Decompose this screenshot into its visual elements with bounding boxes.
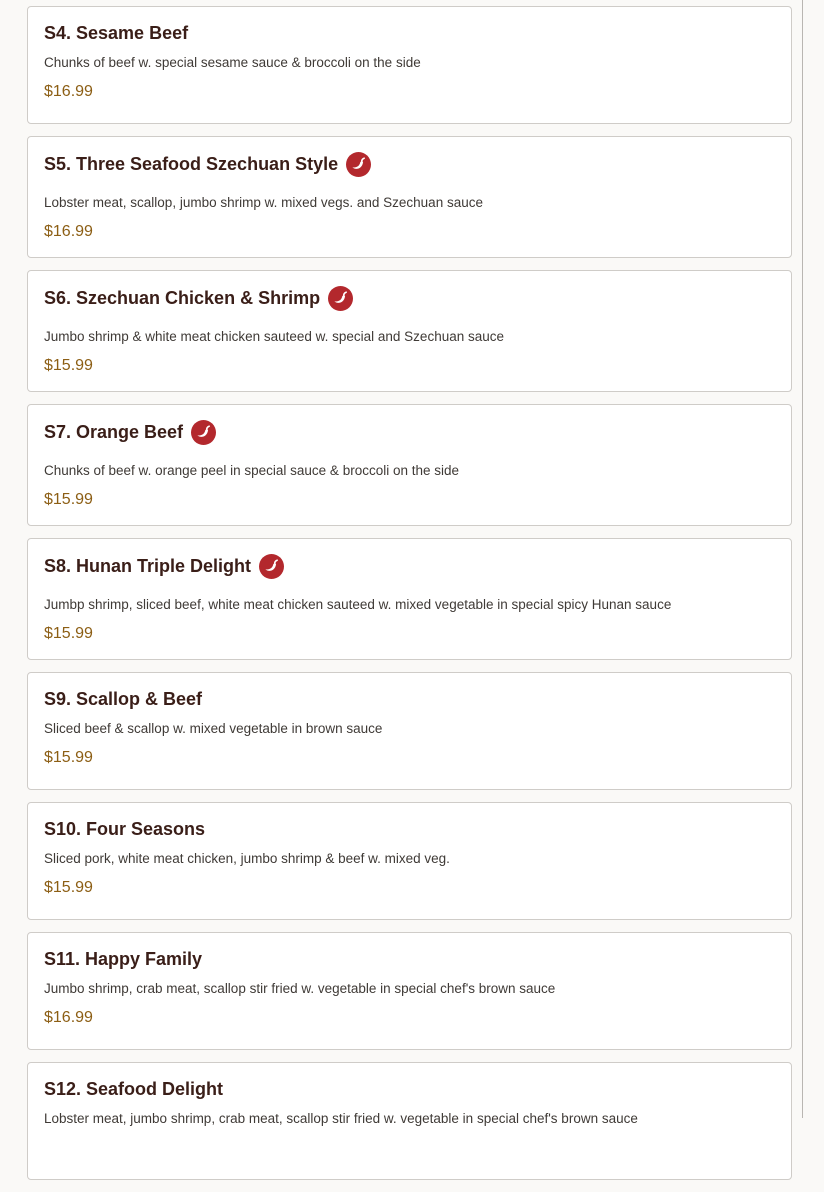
item-title-row (44, 7, 775, 44)
chili-pepper-icon (259, 554, 284, 579)
menu-item-card[interactable] (27, 6, 792, 124)
item-name: S4. Sesame Beef (44, 23, 189, 43)
menu-item-card[interactable] (27, 136, 792, 258)
item-price: $15.99 (44, 357, 93, 374)
chili-pepper-icon (328, 286, 353, 311)
item-description: Sliced pork, white meat chicken, jumbo shrimp & beef w. mixed veg. (44, 851, 450, 866)
item-title-row (44, 539, 775, 581)
item-description: Jumbp shrimp, sliced beef, white meat chicken sauteed w. mixed vegetable in special spicy Hunan sauce (44, 597, 672, 612)
item-description: Sliced beef & scallop w. mixed vegetable in brown sauce (44, 721, 383, 736)
item-description: Jumbo shrimp, crab meat, scallop stir fried w. vegetable in special chef's brown sauce (44, 981, 556, 996)
menu-item-list (27, 6, 792, 1192)
item-name: S10. Four Seasons (44, 819, 206, 839)
chili-pepper-icon (191, 420, 216, 445)
item-description: Lobster meat, jumbo shrimp, crab meat, scallop stir fried w. vegetable in special chef's brown sauce (44, 1111, 638, 1126)
item-price: $15.99 (44, 625, 93, 642)
item-description: Chunks of beef w. special sesame sauce & broccoli on the side (44, 55, 421, 70)
item-price: $15.99 (44, 749, 93, 766)
item-name: S7. Orange Beef (44, 422, 184, 442)
item-title-row (44, 673, 775, 710)
menu-item-card[interactable] (27, 932, 792, 1050)
item-name: S6. Szechuan Chicken & Shrimp (44, 288, 321, 308)
item-name: S8. Hunan Triple Delight (44, 556, 252, 576)
item-title-row (44, 803, 775, 840)
menu-item-card[interactable] (27, 802, 792, 920)
scrollbar-edge[interactable] (802, 0, 803, 1118)
chili-pepper-icon (346, 152, 371, 177)
menu-item-card[interactable] (27, 672, 792, 790)
item-title-row (44, 271, 775, 313)
item-price: $15.99 (44, 491, 93, 508)
item-price: $15.99 (44, 879, 93, 896)
item-name: S12. Seafood Delight (44, 1079, 224, 1099)
item-title-row (44, 1063, 775, 1100)
item-price: $16.99 (44, 1009, 93, 1026)
item-price: $16.99 (44, 83, 93, 100)
menu-item-card[interactable] (27, 538, 792, 660)
item-title-row (44, 137, 775, 179)
item-name: S9. Scallop & Beef (44, 689, 203, 709)
item-description: Jumbo shrimp & white meat chicken sauteed w. special and Szechuan sauce (44, 329, 505, 344)
menu-item-card[interactable] (27, 404, 792, 526)
item-name: S11. Happy Family (44, 949, 203, 969)
item-title-row (44, 405, 775, 447)
item-price: $16.99 (44, 223, 93, 240)
item-description: Chunks of beef w. orange peel in special sauce & broccoli on the side (44, 463, 460, 478)
item-name: S5. Three Seafood Szechuan Style (44, 154, 339, 174)
item-title-row (44, 933, 775, 970)
menu-item-card[interactable] (27, 270, 792, 392)
menu-item-card[interactable] (27, 1062, 792, 1180)
item-description: Lobster meat, scallop, jumbo shrimp w. mixed vegs. and Szechuan sauce (44, 195, 483, 210)
